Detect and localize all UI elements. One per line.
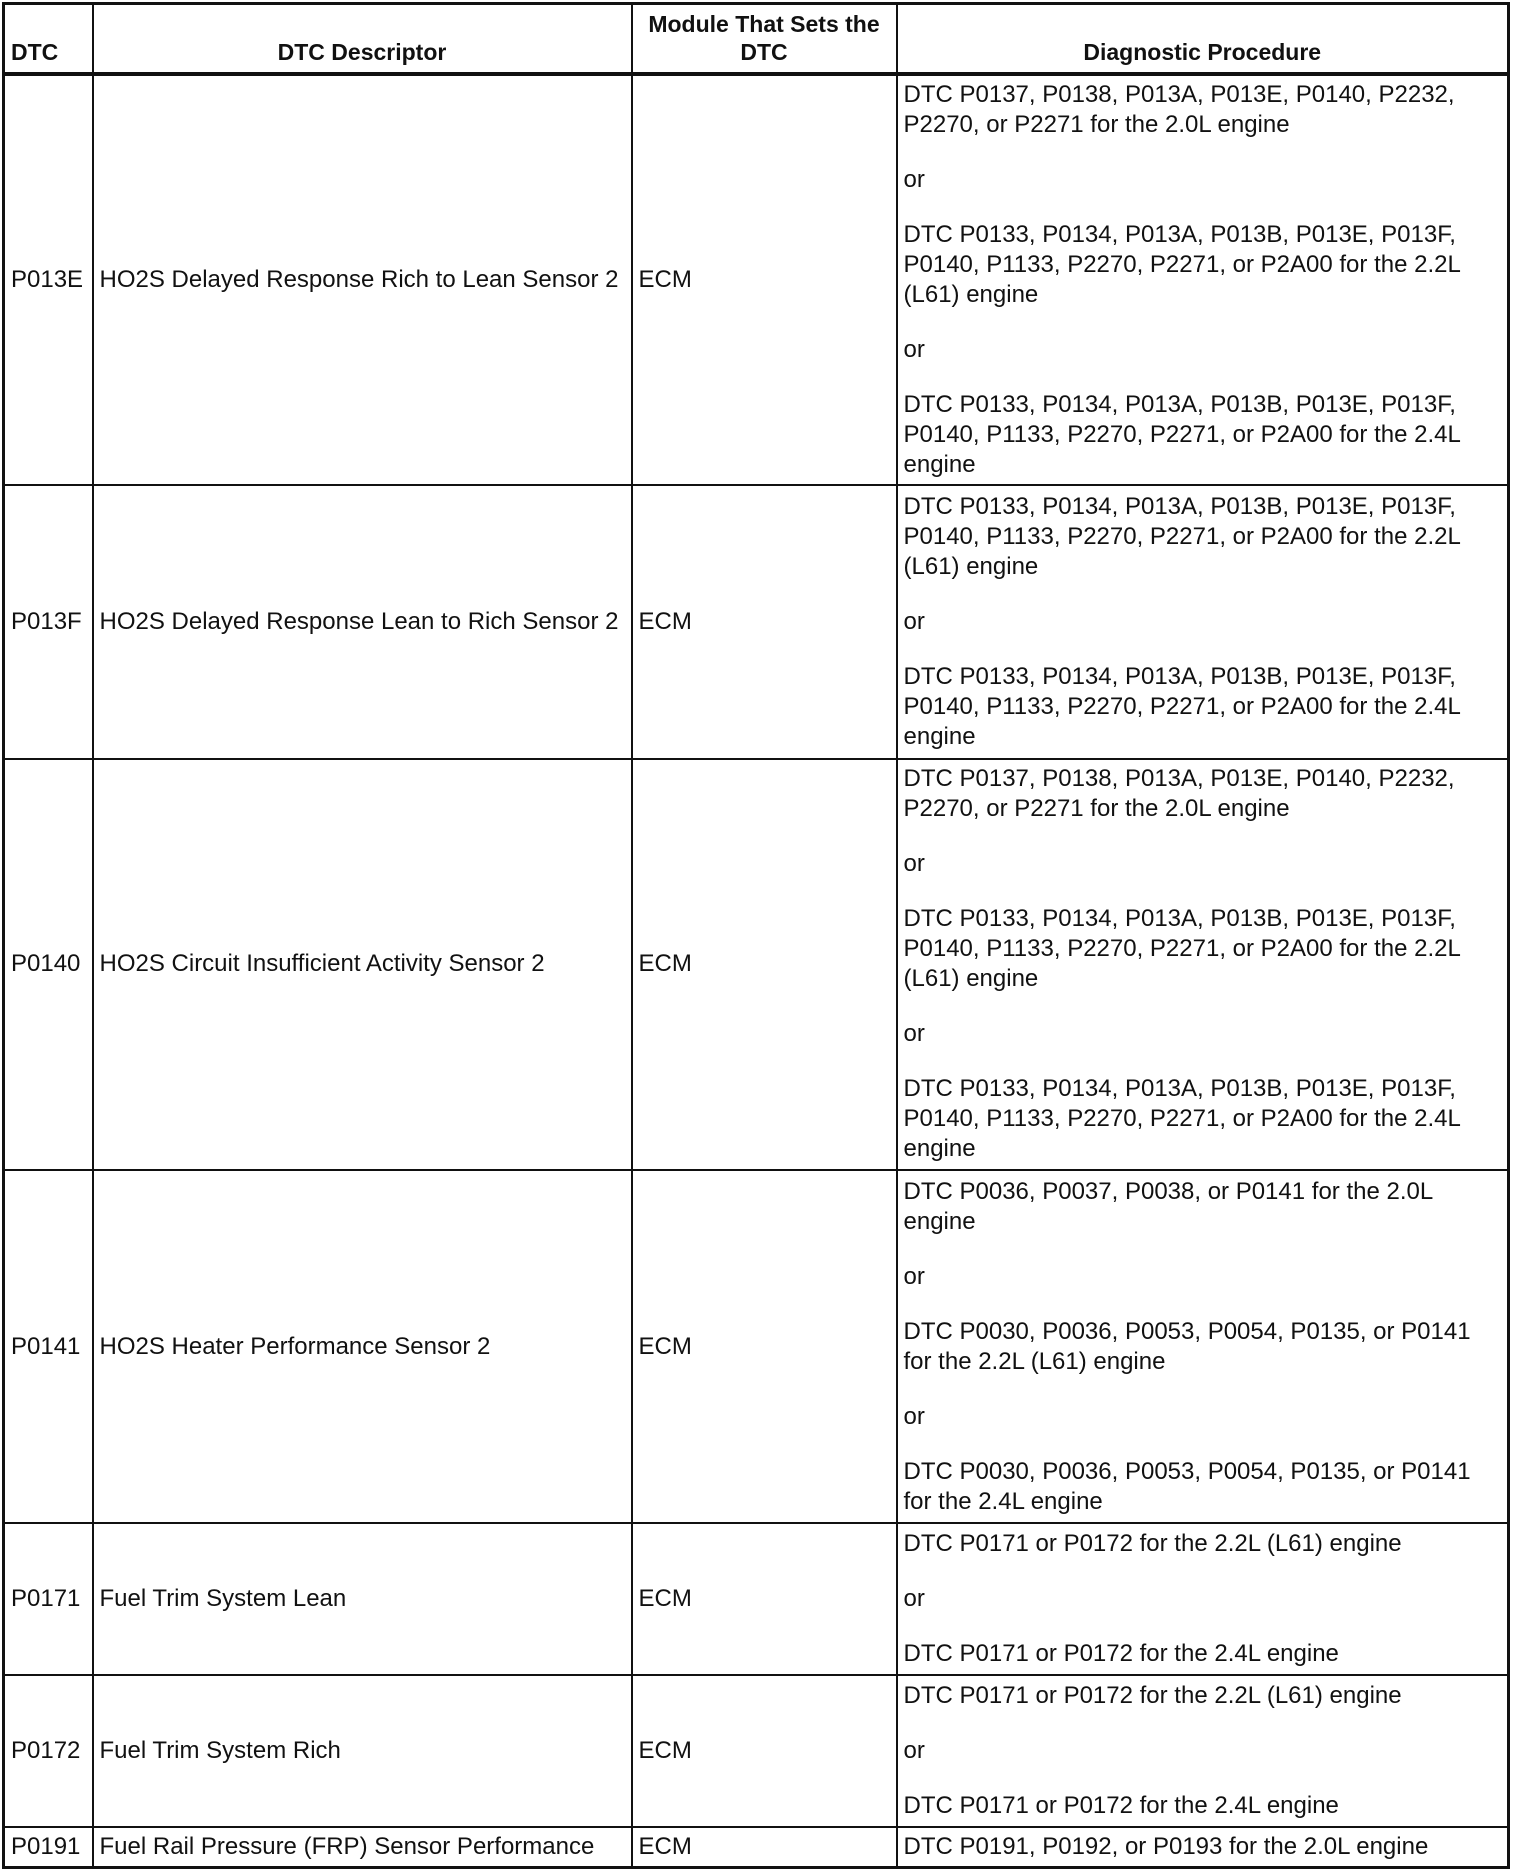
procedure-reference: DTC P0171 or P0172 for the 2.4L engine bbox=[903, 1640, 1339, 1668]
procedure-reference: DTC P0191, P0192, or P0193 for the 2.0L engine bbox=[903, 1833, 1429, 1861]
dtc-descriptor-cell: HO2S Delayed Response Lean to Rich Sensor 2 bbox=[93, 485, 632, 758]
header-module: Module That Sets the DTC bbox=[632, 4, 897, 74]
diagnostic-procedure-cell bbox=[897, 1827, 1509, 1867]
procedure-reference: DTC P0133, P0134, P013A, P013B, P013E, P013F, P0140, P1133, P2270, P2271, or P2A00 for the 2.2L (L61) engine bbox=[903, 220, 1460, 308]
procedure-reference: DTC P0171 or P0172 for the 2.2L (L61) engine bbox=[903, 1682, 1402, 1710]
procedure-reference: DTC P0030, P0036, P0053, P0054, P0135, or P0141 for the 2.2L (L61) engine bbox=[903, 1317, 1471, 1375]
module-cell: ECM bbox=[632, 74, 897, 486]
procedure-or-separator: or bbox=[903, 335, 925, 363]
dtc-descriptor-cell: HO2S Circuit Insufficient Activity Sensor 2 bbox=[93, 759, 632, 1171]
dtc-code-cell: P0171 bbox=[4, 1523, 93, 1675]
module-cell: ECM bbox=[632, 1675, 897, 1827]
procedure-or-separator: or bbox=[903, 1585, 925, 1613]
procedure-reference: DTC P0171 or P0172 for the 2.2L (L61) engine bbox=[903, 1530, 1402, 1558]
dtc-descriptor-cell: Fuel Rail Pressure (FRP) Sensor Performance bbox=[93, 1827, 632, 1867]
table-row bbox=[4, 74, 1509, 486]
procedure-or-separator: or bbox=[903, 850, 925, 878]
dtc-code-cell: P0191 bbox=[4, 1827, 93, 1867]
table-row bbox=[4, 1827, 1509, 1867]
diagnostic-procedure-cell bbox=[897, 1523, 1509, 1675]
header-descriptor: DTC Descriptor bbox=[93, 4, 632, 74]
procedure-or-separator: or bbox=[903, 1737, 925, 1765]
header-dtc: DTC bbox=[4, 4, 93, 74]
procedure-reference: DTC P0137, P0138, P013A, P013E, P0140, P2232, P2270, or P2271 for the 2.0L engine bbox=[903, 765, 1455, 823]
dtc-table bbox=[2, 2, 1510, 1869]
procedure-or-separator: or bbox=[903, 165, 925, 193]
header-procedure: Diagnostic Procedure bbox=[897, 4, 1509, 74]
module-cell: ECM bbox=[632, 485, 897, 758]
table-row bbox=[4, 485, 1509, 758]
module-cell: ECM bbox=[632, 759, 897, 1171]
procedure-reference: DTC P0137, P0138, P013A, P013E, P0140, P2232, P2270, or P2271 for the 2.0L engine bbox=[903, 80, 1455, 138]
table-row bbox=[4, 1523, 1509, 1675]
dtc-descriptor-cell: Fuel Trim System Rich bbox=[93, 1675, 632, 1827]
procedure-or-separator: or bbox=[903, 1020, 925, 1048]
diagnostic-procedure-cell bbox=[897, 1170, 1509, 1523]
dtc-descriptor-cell: HO2S Heater Performance Sensor 2 bbox=[93, 1170, 632, 1523]
diagnostic-procedure-cell bbox=[897, 1675, 1509, 1827]
dtc-descriptor-cell: HO2S Delayed Response Rich to Lean Sensor 2 bbox=[93, 74, 632, 486]
dtc-code-cell: P0172 bbox=[4, 1675, 93, 1827]
module-cell: ECM bbox=[632, 1170, 897, 1523]
module-cell: ECM bbox=[632, 1827, 897, 1867]
diagnostic-procedure-cell bbox=[897, 74, 1509, 486]
dtc-descriptor-cell: Fuel Trim System Lean bbox=[93, 1523, 632, 1675]
procedure-reference: DTC P0133, P0134, P013A, P013B, P013E, P013F, P0140, P1133, P2270, P2271, or P2A00 for the 2.4L engine bbox=[903, 662, 1460, 750]
procedure-or-separator: or bbox=[903, 1262, 925, 1290]
dtc-code-cell: P0140 bbox=[4, 759, 93, 1171]
procedure-reference: DTC P0133, P0134, P013A, P013B, P013E, P013F, P0140, P1133, P2270, P2271, or P2A00 for the 2.4L engine bbox=[903, 1075, 1460, 1163]
procedure-reference: DTC P0036, P0037, P0038, or P0141 for the 2.0L engine bbox=[903, 1177, 1433, 1235]
diagnostic-procedure-cell bbox=[897, 759, 1509, 1171]
procedure-or-separator: or bbox=[903, 607, 925, 635]
procedure-reference: DTC P0133, P0134, P013A, P013B, P013E, P013F, P0140, P1133, P2270, P2271, or P2A00 for the 2.2L (L61) engine bbox=[903, 492, 1460, 580]
procedure-reference: DTC P0171 or P0172 for the 2.4L engine bbox=[903, 1792, 1339, 1820]
table-row bbox=[4, 759, 1509, 1171]
table-row bbox=[4, 1675, 1509, 1827]
module-cell: ECM bbox=[632, 1523, 897, 1675]
dtc-code-cell: P013E bbox=[4, 74, 93, 486]
table-row bbox=[4, 1170, 1509, 1523]
dtc-code-cell: P013F bbox=[4, 485, 93, 758]
procedure-reference: DTC P0030, P0036, P0053, P0054, P0135, or P0141 for the 2.4L engine bbox=[903, 1457, 1471, 1515]
dtc-code-cell: P0141 bbox=[4, 1170, 93, 1523]
procedure-reference: DTC P0133, P0134, P013A, P013B, P013E, P013F, P0140, P1133, P2270, P2271, or P2A00 for the 2.4L engine bbox=[903, 390, 1460, 478]
procedure-or-separator: or bbox=[903, 1402, 925, 1430]
table-header-row bbox=[4, 4, 1509, 74]
diagnostic-procedure-cell bbox=[897, 485, 1509, 758]
procedure-reference: DTC P0133, P0134, P013A, P013B, P013E, P013F, P0140, P1133, P2270, P2271, or P2A00 for the 2.2L (L61) engine bbox=[903, 905, 1460, 993]
